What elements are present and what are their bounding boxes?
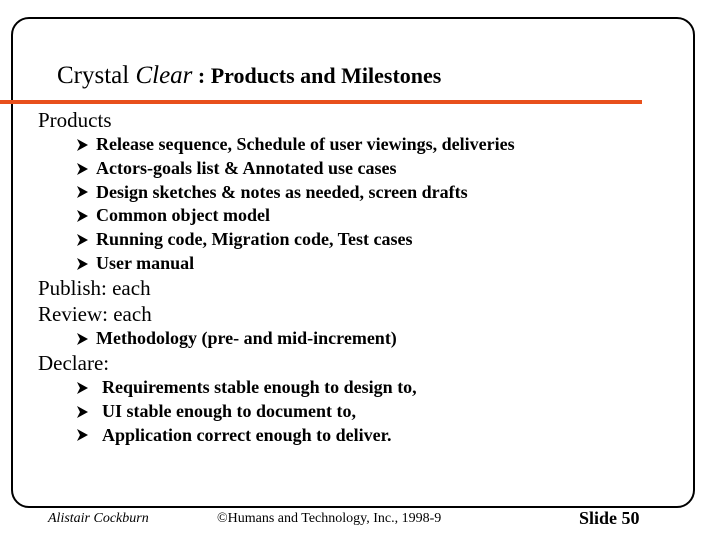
title-italic: Clear (135, 62, 193, 89)
arrowhead-bullet-icon (77, 258, 88, 270)
arrowhead-bullet-icon (77, 382, 88, 394)
slide-title (57, 62, 441, 90)
title-underline (0, 100, 642, 104)
publish-heading: Publish: each (38, 276, 151, 300)
list-item: Release sequence, Schedule of user viewings, deliveries (77, 133, 515, 157)
arrowhead-bullet-icon (77, 429, 88, 441)
list-item: Running code, Migration code, Test cases (77, 228, 515, 252)
list-item: User manual (77, 252, 515, 276)
declare-heading: Declare: (38, 351, 110, 375)
arrowhead-bullet-icon (77, 406, 88, 418)
footer-copyright: ©Humans and Technology, Inc., 1998-9 (217, 511, 442, 526)
slide-number: Slide 50 (579, 508, 640, 528)
list-item: UI stable enough to document to, (77, 400, 417, 424)
list-item: Methodology (pre- and mid-increment) (77, 327, 397, 351)
list-item: Requirements stable enough to design to, (77, 376, 417, 400)
list-item: Application correct enough to deliver. (77, 424, 417, 448)
review-heading: Review: each (38, 302, 152, 326)
arrowhead-bullet-icon (77, 163, 88, 175)
arrowhead-bullet-icon (77, 186, 88, 198)
declare-list (77, 376, 417, 447)
arrowhead-bullet-icon (77, 234, 88, 246)
arrowhead-bullet-icon (77, 210, 88, 222)
list-item: Actors-goals list & Annotated use cases (77, 157, 515, 181)
title-main: Crystal (57, 62, 136, 89)
arrowhead-bullet-icon (77, 139, 88, 151)
review-list (77, 327, 397, 351)
footer-author: Alistair Cockburn (48, 511, 149, 526)
arrowhead-bullet-icon (77, 333, 88, 345)
list-item: Common object model (77, 204, 515, 228)
title-rest: : Products and Milestones (192, 63, 442, 88)
products-heading: Products (38, 108, 112, 132)
list-item: Design sketches & notes as needed, screen drafts (77, 181, 515, 205)
products-list (77, 133, 515, 276)
